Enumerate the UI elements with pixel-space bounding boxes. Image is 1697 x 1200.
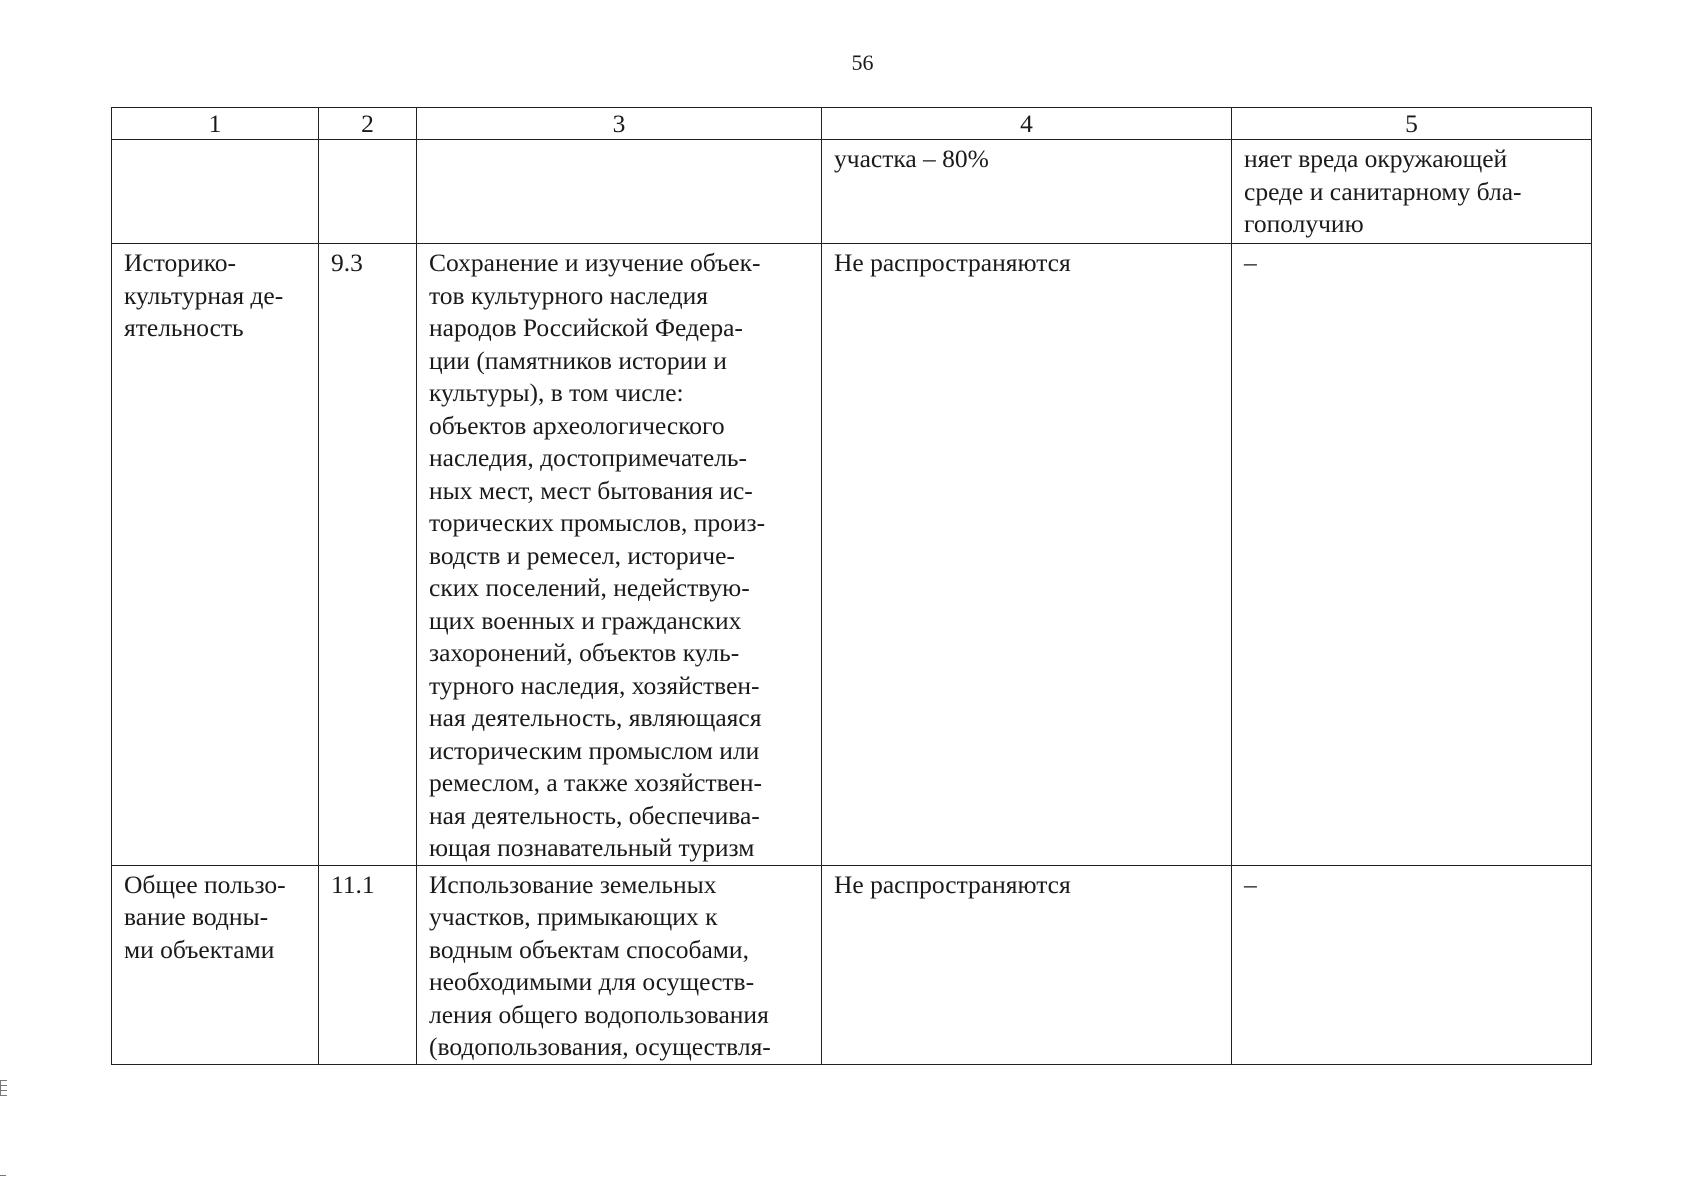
table-row-water-use — [112, 865, 1592, 1064]
column-number-header-row — [112, 108, 1592, 140]
zoning-regulations-table — [111, 107, 1592, 1065]
page-number: 56 — [851, 50, 874, 75]
cell-description: Сохранение и изучение объек- тов культурного наследия народов Российской Федера- ции (памятников истории и культуры), в том числе: объектов археологического наследия, достопримечатель- ных мест, мест бытования ис- торических промыслов, произ- водств и ремесел, историче- ских поселений, недействую- щих военных и гражданских захоронений, объектов куль- турного наследия, хозяйствен- ная деятельность, являющаяся историческим промыслом или ремеслом, а также хозяйствен- ная деятельность, обеспечива- ющая познавательный туризм — [417, 244, 822, 866]
cell-parameters: участка – 80% — [822, 140, 1232, 244]
cell-code — [319, 140, 417, 244]
cell-parameters: Не распространяются — [822, 244, 1232, 866]
scan-margin-tick — [0, 1175, 6, 1176]
column-header-2: 2 — [319, 108, 417, 140]
cell-code: 11.1 — [319, 865, 417, 1064]
cell-conditions: – — [1232, 244, 1592, 866]
cell-parameters: Не распространяются — [822, 865, 1232, 1064]
column-header-5: 5 — [1232, 108, 1592, 140]
table-row-historical-cultural — [112, 244, 1592, 866]
cell-use-type: Историко- культурная де- ятельность — [112, 244, 319, 866]
column-header-1: 1 — [112, 108, 319, 140]
cell-use-type — [112, 140, 319, 244]
cell-use-type: Общее пользо- вание водны- ми объектами — [112, 865, 319, 1064]
cell-conditions: – — [1232, 865, 1592, 1064]
table-row-continued — [112, 140, 1592, 244]
cell-description — [417, 140, 822, 244]
column-header-3: 3 — [417, 108, 822, 140]
cell-code: 9.3 — [319, 244, 417, 866]
cell-description: Использование земельных участков, примыкающих к водным объектам способами, необходимыми для осуществ- ления общего водопользования (водопользования, осуществля- — [417, 865, 822, 1064]
column-header-4: 4 — [822, 108, 1232, 140]
scan-margin-mark — [0, 1080, 7, 1096]
cell-conditions: няет вреда окружающей среде и санитарному бла- гополучию — [1232, 140, 1592, 244]
